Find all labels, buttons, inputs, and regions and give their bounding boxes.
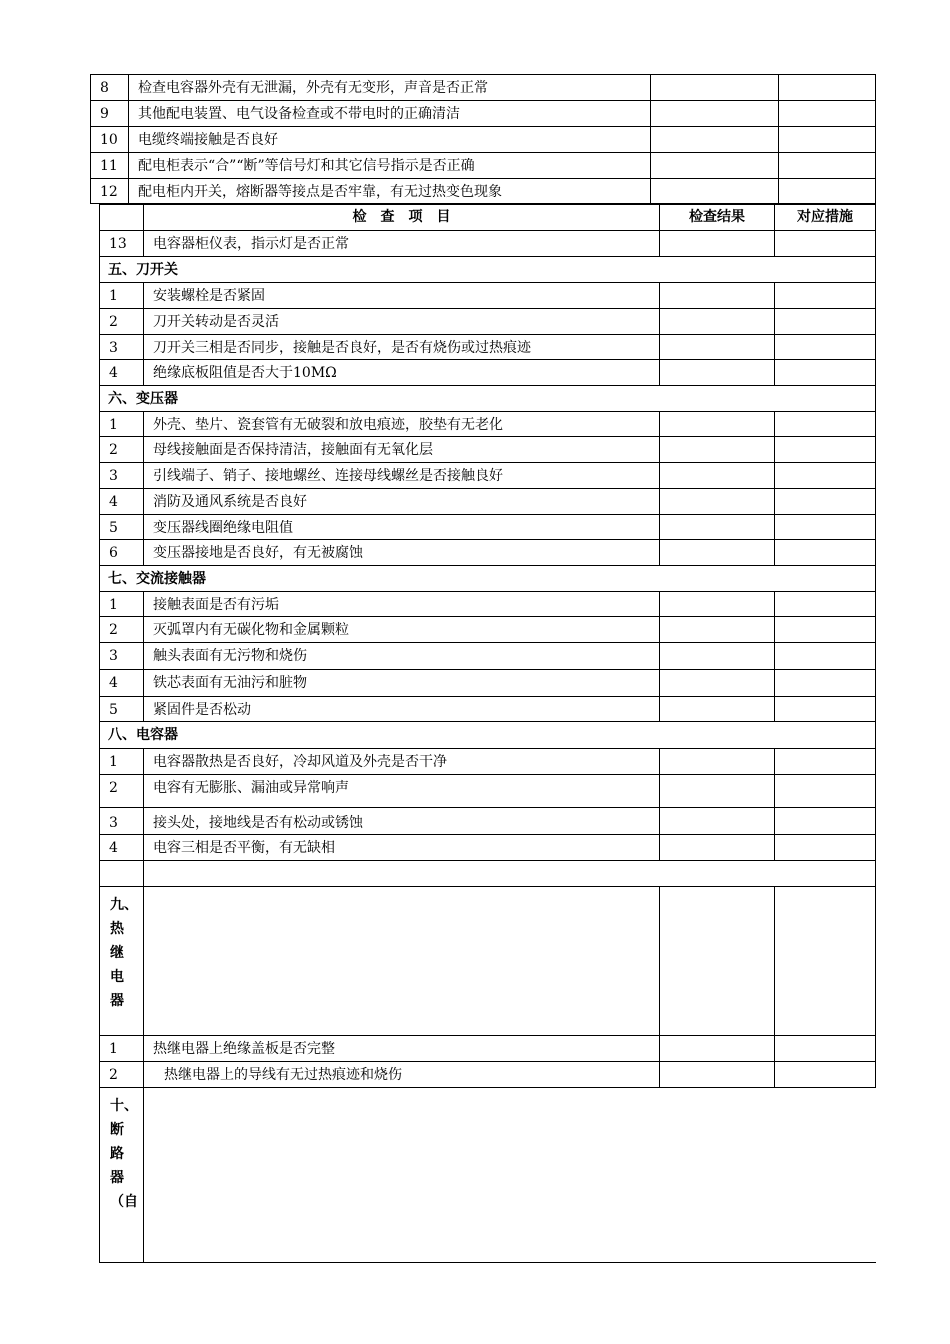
section-title-vertical — [99, 1087, 144, 1263]
row-number: 2 — [99, 436, 144, 463]
result-cell[interactable] — [650, 178, 779, 204]
section-title: 五、刀开关 — [99, 256, 876, 283]
measure-cell[interactable] — [774, 669, 876, 697]
check-item: 铁芯表面有无油污和脏物 — [143, 669, 660, 697]
header-measure: 对应措施 — [774, 204, 876, 231]
result-cell[interactable] — [659, 488, 775, 515]
measure-cell[interactable] — [774, 334, 876, 360]
result-cell[interactable] — [650, 126, 779, 153]
section-title: 九、热继电器 — [110, 897, 138, 1009]
measure-cell[interactable] — [778, 152, 876, 179]
result-cell[interactable] — [659, 230, 775, 257]
measure-cell[interactable] — [774, 462, 876, 489]
result-cell[interactable] — [659, 436, 775, 463]
row-number: 3 — [99, 807, 144, 835]
check-item: 绝缘底板阻值是否大于10MΩ — [143, 359, 660, 386]
result-cell[interactable] — [659, 1061, 775, 1088]
measure-cell[interactable] — [778, 126, 876, 153]
result-cell[interactable] — [659, 642, 775, 670]
check-item: 安装螺栓是否紧固 — [143, 282, 660, 309]
result-cell[interactable] — [659, 308, 775, 335]
check-item: 检查电容器外壳有无泄漏，外壳有无变形，声音是否正常 — [128, 74, 651, 101]
check-item: 消防及通风系统是否良好 — [143, 488, 660, 515]
result-cell[interactable] — [659, 616, 775, 643]
result-cell[interactable] — [659, 1035, 775, 1062]
header-item: 检 查 项 目 — [143, 204, 660, 231]
measure-cell[interactable] — [774, 282, 876, 309]
check-item: 接触表面是否有污垢 — [143, 591, 660, 617]
check-item: 其他配电装置、电气设备检查或不带电时的正确清洁 — [128, 100, 651, 127]
result-cell[interactable] — [659, 462, 775, 489]
result-cell[interactable] — [659, 359, 775, 386]
row-number: 9 — [90, 100, 129, 127]
row-number: 4 — [99, 359, 144, 386]
check-item: 外壳、垫片、瓷套管有无破裂和放电痕迹，胶垫有无老化 — [143, 411, 660, 437]
check-item: 接头处，接地线是否有松动或锈蚀 — [143, 807, 660, 835]
row-number: 1 — [99, 748, 144, 775]
check-item: 紧固件是否松动 — [143, 696, 660, 722]
measure-cell[interactable] — [778, 100, 876, 127]
measure-cell[interactable] — [774, 308, 876, 335]
check-item: 母线接触面是否保持清洁，接触面有无氧化层 — [143, 436, 660, 463]
measure-cell[interactable] — [774, 748, 876, 775]
result-cell[interactable] — [659, 514, 775, 540]
measure-cell[interactable] — [778, 178, 876, 204]
check-item: 变压器接地是否良好，有无被腐蚀 — [143, 539, 660, 566]
row-number: 11 — [90, 152, 129, 179]
measure-cell[interactable] — [774, 696, 876, 722]
check-item — [143, 886, 660, 1036]
check-item: 电容器散热是否良好，冷却风道及外壳是否干净 — [143, 748, 660, 775]
check-item: 变压器线圈绝缘电阻值 — [143, 514, 660, 540]
measure-cell[interactable] — [774, 514, 876, 540]
check-item: 刀开关转动是否灵活 — [143, 308, 660, 335]
section-title: 七、交流接触器 — [99, 565, 876, 592]
result-cell[interactable] — [659, 669, 775, 697]
section-title: 八、电容器 — [99, 721, 876, 749]
measure-cell[interactable] — [774, 230, 876, 257]
check-item: 电缆终端接触是否良好 — [128, 126, 651, 153]
measure-cell[interactable] — [774, 774, 876, 808]
row-number: 4 — [99, 488, 144, 515]
result-cell[interactable] — [659, 748, 775, 775]
measure-cell[interactable] — [774, 616, 876, 643]
result-cell[interactable] — [659, 807, 775, 835]
check-item: 配电柜表示“合”“断”等信号灯和其它信号指示是否正确 — [128, 152, 651, 179]
check-item: 触头表面有无污物和烧伤 — [143, 642, 660, 670]
check-item: 热继电器上的导线有无过热痕迹和烧伤 — [143, 1061, 660, 1088]
empty-cell[interactable] — [99, 860, 144, 887]
section-title: 六、变压器 — [99, 385, 876, 412]
check-item: 电容有无膨胀、漏油或异常响声 — [143, 774, 660, 808]
row-number: 4 — [99, 834, 144, 861]
check-item: 刀开关三相是否同步，接触是否良好，是否有烧伤或过热痕迹 — [143, 334, 660, 360]
result-cell[interactable] — [659, 334, 775, 360]
row-number: 1 — [99, 1035, 144, 1062]
check-item: 电容器柜仪表，指示灯是否正常 — [143, 230, 660, 257]
row-number: 2 — [99, 616, 144, 643]
row-number: 12 — [90, 178, 129, 204]
row-number: 3 — [99, 642, 144, 670]
check-item: 热继电器上绝缘盖板是否完整 — [143, 1035, 660, 1062]
check-item: 灭弧罩内有无碳化物和金属颗粒 — [143, 616, 660, 643]
result-cell[interactable] — [659, 696, 775, 722]
row-number: 2 — [99, 308, 144, 335]
result-cell[interactable] — [650, 152, 779, 179]
check-item: 配电柜内开关，熔断器等接点是否牢靠，有无过热变色现象 — [128, 178, 651, 204]
row-number: 4 — [99, 669, 144, 697]
check-item: 电容三相是否平衡，有无缺相 — [143, 834, 660, 861]
section-title: 十、断路器（自 — [110, 1098, 138, 1210]
row-number: 13 — [99, 230, 144, 257]
row-number: 1 — [99, 411, 144, 437]
measure-cell[interactable] — [774, 591, 876, 617]
result-cell[interactable] — [650, 74, 779, 101]
measure-cell[interactable] — [774, 1035, 876, 1062]
row-number: 3 — [99, 334, 144, 360]
table-bottom-border — [143, 1262, 876, 1263]
result-cell[interactable] — [659, 591, 775, 617]
measure-cell[interactable] — [774, 436, 876, 463]
header-result: 检查结果 — [659, 204, 775, 231]
header-number-cell — [99, 204, 144, 231]
measure-cell[interactable] — [774, 488, 876, 515]
measure-cell[interactable] — [774, 807, 876, 835]
measure-cell[interactable] — [774, 411, 876, 437]
row-number: 8 — [90, 74, 129, 101]
measure-cell[interactable] — [774, 359, 876, 386]
check-item: 引线端子、销子、接地螺丝、连接母线螺丝是否接触良好 — [143, 462, 660, 489]
result-cell[interactable] — [659, 886, 775, 1036]
measure-cell[interactable] — [774, 642, 876, 670]
row-number: 5 — [99, 514, 144, 540]
measure-cell[interactable] — [774, 539, 876, 566]
result-cell[interactable] — [659, 411, 775, 437]
row-number: 10 — [90, 126, 129, 153]
row-number: 6 — [99, 539, 144, 566]
empty-cell[interactable] — [143, 860, 876, 887]
measure-cell[interactable] — [774, 834, 876, 861]
row-number: 2 — [99, 1061, 144, 1088]
result-cell[interactable] — [659, 834, 775, 861]
measure-cell[interactable] — [774, 1061, 876, 1088]
measure-cell[interactable] — [774, 886, 876, 1036]
row-number: 2 — [99, 774, 144, 808]
row-number: 5 — [99, 696, 144, 722]
result-cell[interactable] — [659, 539, 775, 566]
row-number: 3 — [99, 462, 144, 489]
result-cell[interactable] — [659, 774, 775, 808]
result-cell[interactable] — [659, 282, 775, 309]
row-number: 1 — [99, 282, 144, 309]
section-title-vertical — [99, 886, 144, 1036]
row-number: 1 — [99, 591, 144, 617]
measure-cell[interactable] — [778, 74, 876, 101]
result-cell[interactable] — [650, 100, 779, 127]
